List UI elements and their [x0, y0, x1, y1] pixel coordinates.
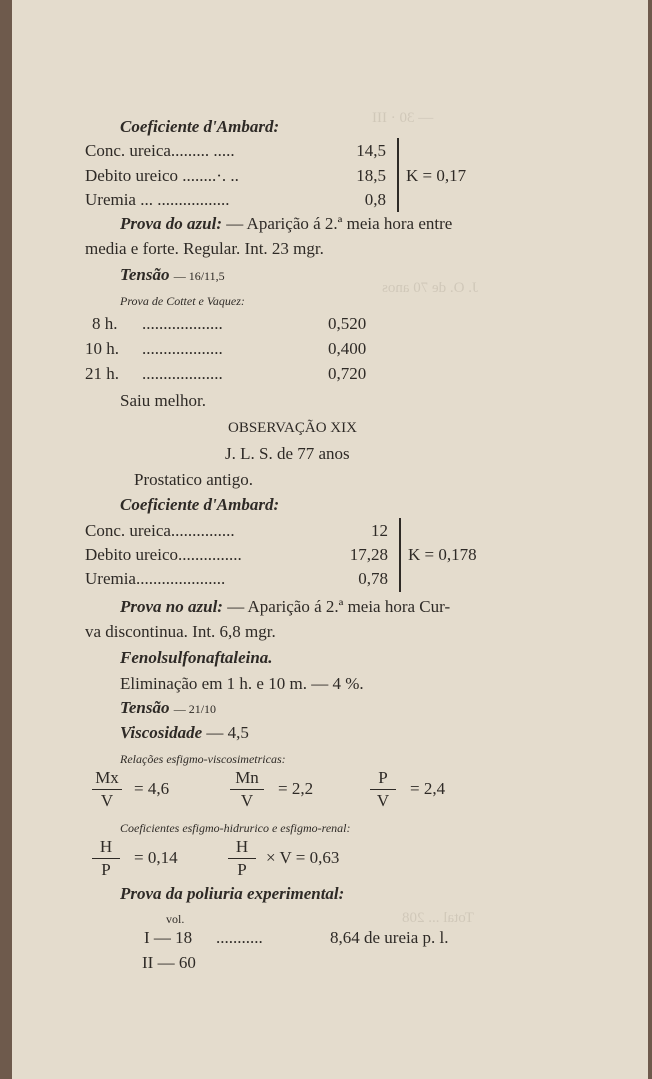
cottet-row-dots: ................... [142, 364, 223, 383]
ambard1-row-value: 0,8 [364, 190, 386, 209]
ambard1-row-value: 18,5 [356, 166, 386, 185]
azul2-line2: va discontinua. Int. 6,8 mgr. [85, 622, 276, 641]
tensao2-line [120, 698, 216, 719]
fraction-bar [92, 789, 122, 790]
ambard2-row-value: 17,28 [349, 545, 388, 564]
patient-line: J. L. S. de 77 anos [225, 444, 350, 463]
ambard1-row-label: Debito ureico ........·. .. [85, 166, 239, 185]
ambard1-row-label: Uremia ... ................. [85, 190, 230, 209]
fraction-numerator: Mx [95, 768, 119, 787]
ambard1-row-label: Conc. ureica......... ..... [85, 141, 235, 160]
ambard2-row-label: Debito ureico............... [85, 545, 242, 564]
fraction-denominator: P [237, 860, 247, 879]
fenol-text: Eliminação em 1 h. e 10 m. — 4 %. [120, 674, 364, 693]
relacoes-heading: Relações esfigmo-viscosimetricas: [120, 752, 286, 766]
ambard1-k: K = 0,17 [406, 166, 467, 185]
fraction-numerator: H [99, 837, 113, 856]
cottet-row-value: 0,400 [328, 339, 367, 358]
fraction-denominator: P [101, 860, 111, 879]
relacao-value: = 2,2 [278, 779, 314, 798]
relacao-value: = 4,6 [134, 779, 170, 798]
fraction-denominator: V [100, 791, 114, 810]
ambard2-heading: Coeficiente d'Ambard: [120, 495, 280, 514]
fraction-denominator: V [240, 791, 254, 810]
fraction-bar [228, 858, 256, 859]
ambard2-row-label: Uremia..................... [85, 569, 226, 588]
tensao2-value: — 21/10 [173, 702, 217, 716]
fraction-h-p [92, 837, 120, 880]
fraction-numerator: P [378, 768, 388, 787]
fraction-denominator: V [376, 791, 390, 810]
fraction-mn-v [230, 768, 264, 811]
coef-heading: Coeficientes esfigmo-hidrurico e esfigmo-renal: [120, 821, 351, 835]
poliuria-row-value: 8,64 de ureia p. l. [330, 928, 449, 947]
cottet-heading: Prova de Cottet e Vaquez: [120, 294, 245, 308]
ambard2-row-value: 12 [371, 521, 388, 540]
fraction-mx-v [92, 768, 122, 811]
brace [397, 138, 399, 212]
relacao-value: = 2,4 [410, 779, 446, 798]
poliuria-vol-label: vol. [166, 912, 185, 926]
tensao1-label: Tensão [120, 265, 170, 284]
viscosidade-label: Viscosidade [120, 723, 203, 742]
ambard2-row-value: 0,78 [358, 569, 388, 588]
cottet-row-label: 21 h. [85, 364, 119, 383]
coef-value: = 0,14 [134, 848, 178, 867]
fraction-numerator: H [235, 837, 249, 856]
fraction-p-v [370, 768, 396, 811]
cottet-row-value: 0,520 [328, 314, 367, 333]
tensao2-label: Tensão [120, 698, 170, 717]
viscosidade-value: — 4,5 [206, 723, 249, 742]
history-line: Prostatico antigo. [134, 470, 253, 489]
fraction-h-p [228, 837, 256, 880]
poliuria-row-label: I — 18 [144, 928, 193, 947]
bleed-through-text: J. O. de 70 anos [382, 280, 478, 296]
coef-value: × V = 0,63 [266, 848, 340, 867]
brace [399, 518, 401, 592]
azul2-label: Prova no azul: [120, 597, 223, 616]
azul2-text1: — Aparição á 2.ª meia hora Cur- [227, 597, 451, 616]
viscosidade-line [120, 723, 249, 743]
azul1-text1: — Aparição á 2.ª meia hora entre [226, 214, 453, 233]
tensao1-line [120, 265, 225, 286]
tensao1-value: — 16/11,5 [173, 269, 225, 283]
observation-title: OBSERVAÇÃO XIX [228, 420, 357, 436]
cottet-row-value: 0,720 [328, 364, 367, 383]
azul1-line2: media e forte. Regular. Int. 23 mgr. [85, 239, 324, 258]
ambard2-row-label: Conc. ureica............... [85, 521, 235, 540]
ambard1-heading: Coeficiente d'Ambard: [120, 117, 280, 136]
bleed-through-text: Total ... 208 [402, 910, 474, 926]
bleed-through-text: — 30 · III [372, 110, 434, 126]
poliuria-row-dots: ........... [216, 928, 263, 947]
fraction-bar [370, 789, 396, 790]
azul1-line1 [120, 214, 452, 234]
azul1-label: Prova do azul: [120, 214, 222, 233]
cottet-row-label: 8 h. [92, 314, 118, 333]
fraction-numerator: Mn [235, 768, 259, 787]
ambard1-row-value: 14,5 [356, 141, 386, 160]
cottet-row-dots: ................... [142, 314, 223, 333]
book-page [12, 0, 648, 1079]
cottet-row-label: 10 h. [85, 339, 119, 358]
fraction-bar [230, 789, 264, 790]
ambard2-k: K = 0,178 [408, 545, 477, 564]
poliuria-heading: Prova da poliuria experimental: [120, 884, 345, 903]
cottet-row-dots: ................... [142, 339, 223, 358]
fraction-bar [92, 858, 120, 859]
azul2-line1 [120, 597, 450, 617]
poliuria-row-label: II — 60 [142, 953, 196, 972]
fenol-heading: Fenolsulfonaftaleina. [120, 648, 273, 667]
saiu-melhor: Saiu melhor. [120, 391, 206, 410]
